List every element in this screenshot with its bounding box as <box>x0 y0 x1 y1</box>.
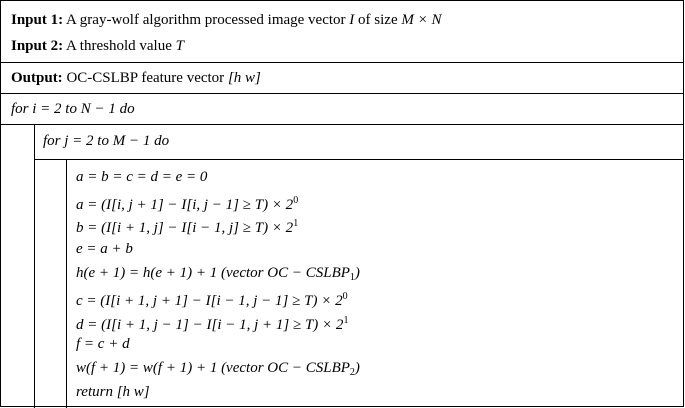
input-1-size-text: of size <box>358 12 398 28</box>
outer-loop-row <box>1 94 683 125</box>
input-2-var: T <box>175 38 184 54</box>
body-line-10: return [h w] <box>76 384 150 400</box>
input-1-size: M × N <box>401 12 442 28</box>
output-line <box>11 69 261 87</box>
output-row <box>1 63 683 94</box>
output-text: OC-CSLBP feature vector <box>66 70 225 86</box>
input-1-text: A gray-wolf algorithm processed image vector <box>66 12 346 28</box>
input-1-var: I <box>349 12 355 28</box>
inputs-row <box>1 1 683 63</box>
body-line-6: c = (I[i + 1, j + 1] − I[i − 1, $j - 1] \ge T) \times 2^0$ <box>76 291 348 309</box>
body-line-3: b = (I[i + 1, j] − I[i − 1, $j] \ge T) \times 2^1$ <box>76 218 299 236</box>
inner-loop-header: for j = 2 to M − 1 do <box>43 133 170 149</box>
body-line-4: e = a + b <box>76 241 133 257</box>
inner-indent-line <box>66 159 67 408</box>
input-1-label: Input 1: <box>11 12 64 28</box>
input-2-text: A threshold value <box>66 38 172 54</box>
body-line-7: d = (I[i + 1, j − 1] − I[i − 1, $j + 1] \ge T) \times 2^1$ <box>76 315 349 333</box>
body-line-9: w(f + 1) = w(f + 1) + 1 (vector OC − $CSLBP_2$) <box>76 360 360 378</box>
input-1-line <box>11 11 442 29</box>
outer-indent-line <box>34 125 35 408</box>
outer-loop-header: for i = 2 to N − 1 do <box>11 101 135 117</box>
input-2-label: Input 2: <box>11 38 64 54</box>
body-line-2: a = (I[i, j + 1] − I[i, $j - 1] \ge T) \times 2^0$ <box>76 195 299 213</box>
output-vector: [h w] <box>227 70 261 86</box>
body-line-8: f = c + d <box>76 336 130 352</box>
output-label: Output: <box>11 70 63 86</box>
body-line-1: a = b = c = d = e = 0 <box>76 169 208 185</box>
inner-loop-divider <box>34 159 683 160</box>
body-line-5: h(e + 1) = h(e + 1) + 1 (vector OC − $CSLBP_1$) <box>76 265 360 283</box>
input-2-line <box>11 37 184 55</box>
